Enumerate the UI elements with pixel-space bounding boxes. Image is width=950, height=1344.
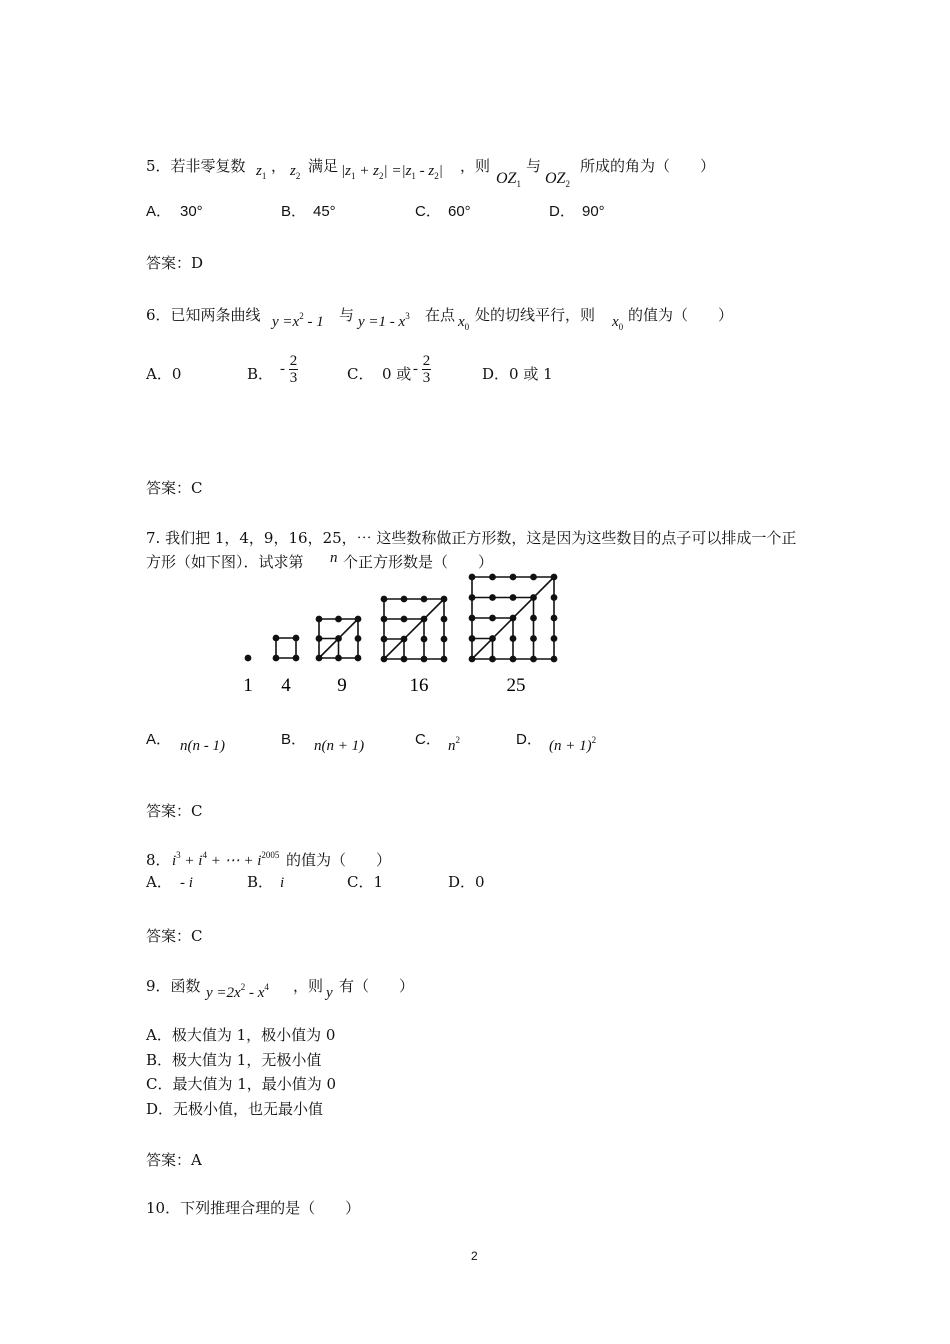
- q7-stem-line-1: 7. 我们把 1，4，9，16，25，⋯ 这些数称做正方形数，这是因为这些数目的点子可以排成一个正: [146, 529, 797, 547]
- q7-figure-dot: [293, 655, 298, 660]
- q5-option-d-label: D．: [549, 203, 575, 220]
- page-number: 2: [471, 1249, 478, 1263]
- q7-figure-dot: [421, 616, 426, 621]
- q6-x0-a-sub: 0: [464, 322, 470, 332]
- q6-option-c-text: 0 或: [382, 365, 412, 383]
- q7-figure-dot: [336, 636, 341, 641]
- q6-c-fraction: [422, 353, 432, 386]
- q8-exp-3: 3: [176, 850, 181, 860]
- q9-option-d: D．无极小值，也无最小值: [146, 1100, 324, 1118]
- q8-plus: +: [180, 853, 199, 869]
- q6-y2: y: [358, 314, 365, 330]
- q6-b-fraction: [289, 353, 299, 386]
- q5-z2: [290, 163, 300, 180]
- q6-c-num: 2: [422, 353, 431, 369]
- q9-option-c: C．最大值为 1，最小值为 0: [146, 1075, 337, 1093]
- q6-tangent-text: 处的切线平行，则: [475, 306, 596, 324]
- q7-figure-dot: [510, 656, 515, 661]
- q7-option-c-label: C．: [415, 731, 441, 748]
- q8-answer: 答案：C: [146, 927, 203, 945]
- q5-oz2: [545, 170, 570, 188]
- q5-option-c-value: 60°: [448, 203, 471, 220]
- q7-label-9: 9: [337, 675, 347, 695]
- q7-figure-dot: [273, 635, 278, 640]
- q7-n: n: [330, 550, 338, 566]
- q5-z-d: z: [428, 163, 435, 179]
- q6-c-den: 3: [422, 370, 431, 386]
- q5-and: 与: [526, 157, 542, 175]
- q7-figure-dot: [551, 595, 556, 600]
- q7-figure-dot: [469, 656, 474, 661]
- q5-bar-4: |: [438, 163, 443, 179]
- q5-plus: +: [355, 163, 374, 179]
- q7-figure-dot: [355, 636, 360, 641]
- q9-answer: 答案：A: [146, 1151, 202, 1169]
- q6-option-b-value: [280, 353, 298, 386]
- q9-sq: 2: [240, 982, 246, 992]
- q7-figure-dot: [531, 636, 536, 641]
- q7-option-d-label: D．: [516, 731, 542, 748]
- q6-x0-b: [612, 314, 623, 331]
- q5-z2-letter: z: [290, 163, 296, 179]
- q7-figure-dot: [401, 656, 406, 661]
- q7-figure-dot: [490, 636, 495, 641]
- q6-x2: x: [398, 314, 406, 330]
- q6-option-b-label: B．: [247, 365, 274, 383]
- q6-cube: 3: [405, 311, 410, 321]
- q7-figure-dot: [510, 574, 515, 579]
- q8-i-b: i: [198, 853, 203, 869]
- q9-stem-end: 有（ ）: [339, 977, 415, 995]
- q5-option-b-label: B．: [281, 203, 307, 220]
- q6-b-neg: -: [280, 361, 285, 377]
- q8-option-a-label: A．: [146, 873, 172, 891]
- q8-option-b-value: i: [280, 875, 285, 891]
- q5-z1: [256, 163, 266, 180]
- q7-figure-dot: [469, 636, 474, 641]
- q5-eq: =: [387, 163, 402, 179]
- q7-c-sq: 2: [455, 735, 460, 745]
- q6-at-point: 在点: [425, 306, 456, 324]
- q6-stem-start: 6．已知两条曲线: [146, 306, 261, 324]
- q7-label-1: 1: [243, 675, 253, 695]
- q7-option-b-label: B．: [281, 731, 307, 748]
- q5-answer: 答案：D: [146, 254, 204, 272]
- q7-figure-dot: [441, 656, 446, 661]
- q6-answer: 答案：C: [146, 479, 203, 497]
- q5-condition: [341, 163, 443, 180]
- q7-figure-line: [384, 599, 444, 659]
- q7-figure-dot: [421, 596, 426, 601]
- q7-figure-dot: [469, 574, 474, 579]
- q7-figure-dot: [551, 574, 556, 579]
- q8-dots: + ⋯ +: [206, 853, 258, 869]
- q7-option-c-value: [448, 735, 460, 755]
- q6-option-c-label: C．: [347, 365, 374, 383]
- q5-minus: -: [415, 163, 429, 179]
- q7-label-25: 25: [506, 675, 526, 695]
- q7-figure-dot: [336, 616, 341, 621]
- q7-figure-dot: [510, 615, 515, 620]
- q8-expression: [172, 851, 279, 870]
- q5-satisfy: 满足: [308, 157, 339, 175]
- q7-figure-dot: [381, 636, 386, 641]
- q7-figure-dot: [401, 616, 406, 621]
- q6-x0-b-letter: x: [612, 314, 619, 330]
- q9-x-a: x: [234, 985, 241, 1001]
- q7-figure-dot: [316, 616, 321, 621]
- q5-then: ，则: [460, 157, 491, 175]
- q6-stem-end: 的值为（ ）: [628, 306, 734, 324]
- q10-stem: 10．下列推理合理的是（ ）: [146, 1199, 361, 1217]
- q8-option-d: D．0: [448, 873, 485, 891]
- q5-z1-sub: 1: [261, 171, 267, 181]
- q9-then: ，则: [293, 977, 324, 995]
- q7-figure-dot: [531, 595, 536, 600]
- q6-curve-1: [272, 311, 324, 331]
- q5-oz2-sub: 2: [565, 179, 570, 189]
- q7-figure-dot: [490, 656, 495, 661]
- q7-square-numbers-figure: [230, 570, 570, 695]
- q7-stem-line-2b: 个正方形数是（ ）: [343, 553, 494, 571]
- q5-bar-2: |: [383, 163, 388, 179]
- q5-option-a-value: 30°: [180, 203, 203, 220]
- q5-stem-end: 所成的角为（ ）: [580, 157, 716, 175]
- q7-figure-dot: [531, 615, 536, 620]
- q6-x0-a: [458, 314, 469, 331]
- q9-minus: -: [245, 985, 258, 1001]
- q9-function: [206, 982, 269, 1002]
- q7-figure-dot: [551, 656, 556, 661]
- q7-figure-dot: [381, 656, 386, 661]
- q5-oz1-sub: 1: [516, 179, 521, 189]
- q5-oz1-text: OZ: [496, 170, 517, 187]
- q5-bar-1: |: [341, 163, 346, 179]
- q9-option-a: A．极大值为 1，极小值为 0: [146, 1026, 336, 1044]
- q7-label-4: 4: [281, 675, 291, 695]
- q7-figure-dot: [381, 596, 386, 601]
- q8-stem-end: 的值为（ ）: [286, 851, 392, 869]
- q7-figure-dot: [316, 655, 321, 660]
- q7-c-n: n: [448, 738, 456, 754]
- q9-x-b: x: [257, 985, 265, 1001]
- q7-figure-dot: [510, 595, 515, 600]
- q6-b-den: 3: [289, 370, 298, 386]
- q7-figure-dot: [336, 655, 341, 660]
- q5-z2-sub: 2: [295, 171, 301, 181]
- q8-i-a: i: [172, 853, 177, 869]
- q8-i-c: i: [257, 853, 262, 869]
- q5-oz1: [496, 170, 521, 188]
- q7-figure-dot: [316, 636, 321, 641]
- q8-exp-4: 4: [202, 850, 207, 860]
- q5-sub-c: 1: [411, 171, 416, 181]
- q5-z1-letter: z: [256, 163, 262, 179]
- q7-d-expr: (n + 1): [549, 738, 592, 754]
- q5-bar-3: |: [401, 163, 406, 179]
- q7-figure-dot: [551, 615, 556, 620]
- q9-eq: =2: [212, 985, 235, 1001]
- q6-x0-a-letter: x: [458, 314, 465, 330]
- q5-z-b: z: [373, 163, 379, 179]
- q8-option-a-value: - i: [180, 875, 193, 891]
- q6-x1: x: [292, 314, 300, 330]
- q7-figure-dot: [531, 574, 536, 579]
- q5-z-a: z: [345, 163, 351, 179]
- q7-figure-dot: [441, 636, 446, 641]
- q7-figure-dot: [421, 636, 426, 641]
- q7-label-16: 16: [409, 675, 429, 695]
- q7-figure-dot: [490, 574, 495, 579]
- q7-figure-dot: [469, 595, 474, 600]
- q9-four: 4: [264, 982, 269, 992]
- q7-figure-dot: [355, 655, 360, 660]
- q6-curve-2: [358, 311, 410, 331]
- q6-b-num: 2: [289, 353, 298, 369]
- q5-sub-a: 1: [350, 171, 356, 181]
- q7-figure-dot: [441, 596, 446, 601]
- q7-figure-dot: [469, 615, 474, 620]
- q6-eq2: =: [364, 314, 379, 330]
- q7-stem-line-2a: 方形（如下图）．试求第: [146, 553, 304, 571]
- q5-oz2-text: OZ: [545, 170, 566, 187]
- q5-option-a-label: A．: [146, 203, 172, 220]
- q9-y-b: y: [326, 985, 333, 1001]
- q7-option-a-label: A．: [146, 731, 172, 748]
- q7-option-d-value: [549, 735, 597, 755]
- q8-option-c: C．1: [347, 873, 384, 891]
- q8-number: 8．: [146, 851, 171, 869]
- q6-minus1: - 1: [303, 314, 324, 330]
- q7-option-b-value: n(n + 1): [314, 738, 365, 754]
- q5-option-b-value: 45°: [313, 203, 336, 220]
- q5-sub-b: 2: [378, 171, 384, 181]
- q5-stem-start: 5．若非零复数: [146, 157, 246, 175]
- q7-figure-dot: [381, 616, 386, 621]
- q7-figure-dot: [273, 655, 278, 660]
- q6-y1: y: [272, 314, 279, 330]
- q9-stem-start: 9．函数: [146, 977, 201, 995]
- q6-sq: 2: [299, 311, 304, 321]
- q7-figure-dot: [355, 616, 360, 621]
- q7-d-sq: 2: [591, 735, 597, 745]
- q6-option-a: A．0: [146, 365, 182, 383]
- q7-figure-dot: [401, 636, 406, 641]
- q8-exp-2005: 2005: [261, 850, 280, 860]
- q7-figure-dot: [245, 655, 250, 660]
- q6-option-d: D．0 或 1: [482, 365, 553, 383]
- q6-one-minus: 1 -: [378, 314, 399, 330]
- q5-z-c: z: [405, 163, 412, 179]
- q7-figure-dot: [531, 656, 536, 661]
- q7-figure-dot: [490, 595, 495, 600]
- q7-figure-dot: [421, 656, 426, 661]
- q5-sub-d: 2: [434, 171, 439, 181]
- q6-eq1: =: [278, 314, 293, 330]
- q7-figure-dot: [441, 616, 446, 621]
- q6-and: 与: [339, 306, 355, 324]
- q9-y: y: [206, 985, 213, 1001]
- q7-figure-dot: [551, 636, 556, 641]
- q7-figure-dot: [401, 596, 406, 601]
- q7-figure-dot: [510, 636, 515, 641]
- q6-option-c-value: [413, 353, 431, 386]
- q7-option-a-value: n(n - 1): [180, 738, 225, 754]
- q5-option-c-label: C．: [415, 203, 441, 220]
- q5-option-d-value: 90°: [582, 203, 605, 220]
- q7-answer: 答案：C: [146, 802, 203, 820]
- q6-c-neg: -: [413, 361, 418, 377]
- q7-figure-dot: [490, 615, 495, 620]
- q7-figure-dot: [293, 635, 298, 640]
- q6-x0-b-sub: 0: [618, 322, 624, 332]
- q5-comma: ，: [271, 157, 287, 175]
- q9-option-b: B．极大值为 1，无极小值: [146, 1051, 322, 1069]
- q8-option-b-label: B．: [247, 873, 274, 891]
